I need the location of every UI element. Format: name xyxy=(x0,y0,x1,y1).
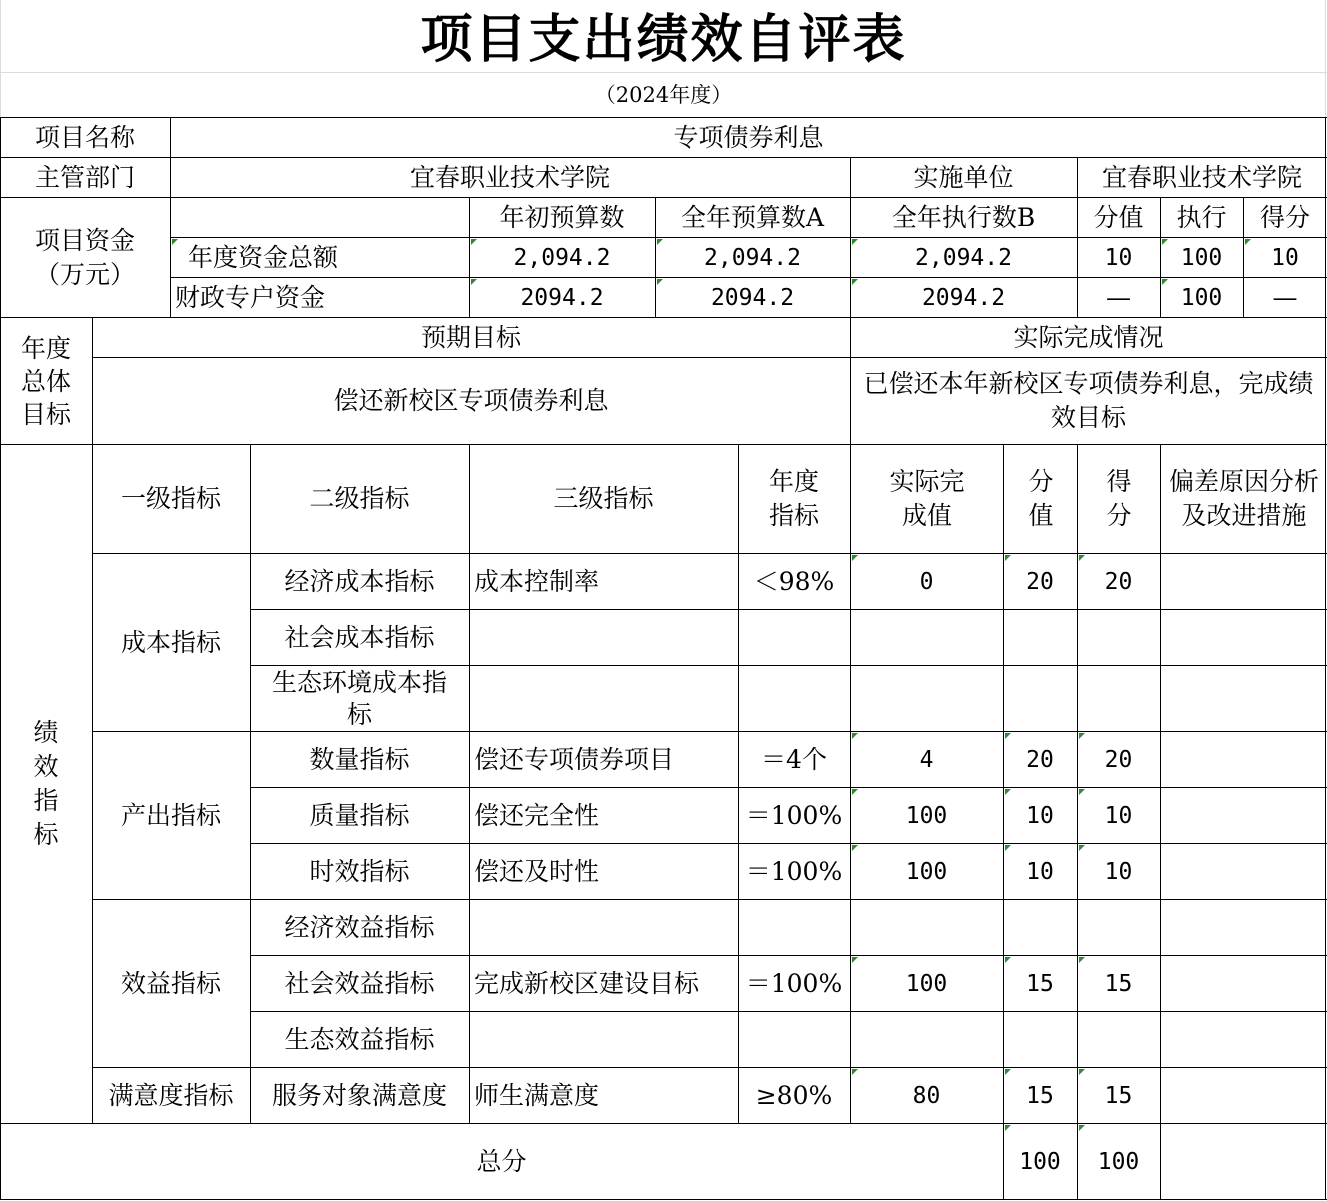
indicator-score: 15 xyxy=(1104,970,1133,997)
funds-row-special-score-value: — xyxy=(1106,282,1131,312)
level1-cost: 成本指标 xyxy=(120,627,221,657)
funds-row-total-execution: 100 xyxy=(1180,244,1223,271)
indicator-actual xyxy=(850,900,1003,955)
indicator-deviation xyxy=(1160,956,1327,1011)
expected-goal-text: 偿还新校区专项债券利息 xyxy=(333,386,609,415)
total-score-value: 100 xyxy=(1019,1148,1061,1175)
indicator-score xyxy=(1077,1012,1160,1067)
indicator-level3: 完成新校区建设目标 xyxy=(474,968,700,998)
indicator-deviation xyxy=(1160,1012,1327,1067)
total-score: 100 xyxy=(1097,1148,1140,1175)
indicator-level2: 服务对象满意度 xyxy=(271,1080,447,1110)
indicator-level2: 社会效益指标 xyxy=(284,968,435,998)
indicator-deviation xyxy=(1160,554,1327,609)
indicator-deviation xyxy=(1160,732,1327,787)
project-name-label: 项目名称 xyxy=(34,122,135,152)
indicator-level3 xyxy=(469,1012,738,1067)
funds-header-initial: 年初预算数 xyxy=(499,202,625,232)
expected-goal-header: 预期目标 xyxy=(420,322,521,352)
funds-label-line2: （万元） xyxy=(34,259,135,289)
indicator-target xyxy=(738,900,850,955)
goals-label-line: 目标 xyxy=(20,399,71,429)
indicator-score-value: 15 xyxy=(1026,1082,1054,1109)
indicator-deviation xyxy=(1160,900,1327,955)
indicator-deviation xyxy=(1160,610,1327,665)
header-level1: 一级指标 xyxy=(120,484,221,513)
indicator-target: ＝100% xyxy=(745,968,843,998)
indicator-level2: 生态环境成本指标 xyxy=(271,667,447,729)
goals-label xyxy=(0,318,92,444)
indicator-level2: 时效指标 xyxy=(309,856,410,886)
funds-label-line1: 项目资金 xyxy=(34,225,135,255)
total-label: 总分 xyxy=(476,1146,527,1176)
indicator-target xyxy=(738,610,850,665)
indicator-target: ＝100% xyxy=(745,856,843,886)
actual-goal-header: 实际完成情况 xyxy=(1013,322,1164,352)
indicator-score: 15 xyxy=(1104,1082,1133,1109)
indicator-level2: 质量指标 xyxy=(309,800,410,830)
indicator-level3: 偿还完全性 xyxy=(474,800,600,830)
goals-label-line: 年度 xyxy=(20,333,71,363)
indicators-section-label xyxy=(0,445,92,1123)
funds-row-special-executed: 2094.2 xyxy=(921,284,1006,311)
section-char: 绩 xyxy=(33,718,59,747)
indicator-target: ＝100% xyxy=(745,800,843,830)
header-annual-target: 年度指标 xyxy=(768,467,819,530)
indicator-score-value xyxy=(1003,1012,1077,1067)
funds-row-special-name: 财政专户资金 xyxy=(175,282,326,312)
level1-benefit: 效益指标 xyxy=(120,968,221,998)
indicator-score-value xyxy=(1003,900,1077,955)
header-level3: 三级指标 xyxy=(553,484,654,513)
funds-row-special-initial: 2094.2 xyxy=(520,284,604,311)
indicator-score-value xyxy=(1003,666,1077,731)
dept-value: 宜春职业技术学院 xyxy=(409,162,610,192)
funds-row-total-annual: 2,094.2 xyxy=(704,244,801,271)
level1-output: 产出指标 xyxy=(120,800,221,830)
page-subtitle: （2024年度） xyxy=(594,83,733,107)
indicator-score xyxy=(1077,610,1160,665)
funds-row-total-score: 10 xyxy=(1271,244,1299,271)
section-char: 标 xyxy=(33,820,59,849)
indicator-score: 20 xyxy=(1104,746,1133,773)
gridline xyxy=(0,0,1,117)
funds-header-annual: 全年预算数A xyxy=(680,202,825,232)
indicator-level2: 经济成本指标 xyxy=(284,566,435,596)
indicator-level3: 偿还及时性 xyxy=(474,856,600,886)
funds-row-total-initial: 2,094.2 xyxy=(513,244,611,271)
funds-label xyxy=(0,198,170,317)
indicator-score: 10 xyxy=(1104,802,1133,829)
header-actual-value: 实际完成值 xyxy=(889,467,965,530)
indicator-level2: 数量指标 xyxy=(309,744,410,774)
header-score: 得分 xyxy=(1106,467,1132,530)
indicator-actual: 4 xyxy=(919,746,934,773)
indicator-deviation xyxy=(1160,844,1327,899)
indicator-target: ＝4个 xyxy=(761,744,827,774)
funds-row-special-execution: 100 xyxy=(1180,284,1223,311)
goals-label-line: 总体 xyxy=(20,366,71,396)
indicator-score-value xyxy=(1003,610,1077,665)
funds-header-score: 得分 xyxy=(1259,202,1310,232)
section-char: 效 xyxy=(33,752,59,781)
indicator-actual xyxy=(850,610,1003,665)
level1-satisfaction: 满意度指标 xyxy=(108,1080,234,1110)
indicator-level3: 成本控制率 xyxy=(474,566,600,596)
indicator-target: ＜98% xyxy=(753,566,835,596)
funds-header-execution: 执行 xyxy=(1176,202,1227,232)
funds-row-total-name: 年度资金总额 xyxy=(188,242,339,272)
indicator-level3: 师生满意度 xyxy=(474,1080,600,1110)
indicator-score xyxy=(1077,900,1160,955)
indicator-deviation xyxy=(1160,666,1327,731)
indicator-score-value: 20 xyxy=(1026,746,1054,773)
indicator-level3: 偿还专项债券项目 xyxy=(474,744,675,774)
header-level2: 二级指标 xyxy=(309,484,410,513)
indicator-score: 20 xyxy=(1104,568,1133,595)
indicator-deviation xyxy=(1160,788,1327,843)
funds-row-total-executed: 2,094.2 xyxy=(915,244,1012,271)
funds-row-special-annual: 2094.2 xyxy=(710,284,795,311)
indicator-target: ≥80% xyxy=(755,1080,833,1110)
indicator-level2: 生态效益指标 xyxy=(284,1024,435,1054)
funds-row-special-score: — xyxy=(1272,282,1298,312)
indicator-level3 xyxy=(469,610,738,665)
indicator-actual: 100 xyxy=(905,802,948,829)
project-name-value: 专项债券利息 xyxy=(673,122,824,152)
indicator-actual: 100 xyxy=(905,970,948,997)
actual-goal-text: 已偿还本年新校区专项债券利息，完成绩效目标 xyxy=(863,369,1314,432)
indicator-actual xyxy=(850,1012,1003,1067)
indicator-score-value: 10 xyxy=(1026,802,1054,829)
indicator-actual xyxy=(850,666,1003,731)
indicator-level3 xyxy=(469,900,738,955)
funds-row-total-score-value: 10 xyxy=(1104,244,1133,271)
gridline xyxy=(0,72,1327,73)
indicator-actual: 80 xyxy=(912,1082,941,1109)
gridline xyxy=(1325,0,1326,117)
indicator-score: 10 xyxy=(1104,858,1133,885)
page-title: 项目支出绩效自评表 xyxy=(420,10,907,70)
indicator-score-value: 15 xyxy=(1026,970,1054,997)
indicator-score-value: 20 xyxy=(1026,568,1054,595)
indicator-deviation xyxy=(1160,1068,1327,1123)
indicator-score xyxy=(1077,666,1160,731)
header-deviation: 偏差原因分析及改进措施 xyxy=(1168,467,1319,530)
section-char: 指 xyxy=(33,786,59,815)
funds-header-executed: 全年执行数B xyxy=(891,202,1036,232)
indicator-target xyxy=(738,1012,850,1067)
header-score-value: 分值 xyxy=(1028,467,1054,530)
indicator-score-value: 10 xyxy=(1026,858,1054,885)
impl-unit-label: 实施单位 xyxy=(913,162,1014,192)
indicator-actual: 0 xyxy=(919,568,934,595)
dept-label: 主管部门 xyxy=(34,162,135,192)
indicator-level3 xyxy=(469,666,738,731)
indicator-actual: 100 xyxy=(905,858,948,885)
impl-unit-value: 宜春职业技术学院 xyxy=(1101,162,1302,192)
indicator-level2: 经济效益指标 xyxy=(284,912,435,942)
indicator-level2: 社会成本指标 xyxy=(284,622,435,652)
funds-header-score-value: 分值 xyxy=(1093,202,1144,232)
indicator-target xyxy=(738,666,850,731)
